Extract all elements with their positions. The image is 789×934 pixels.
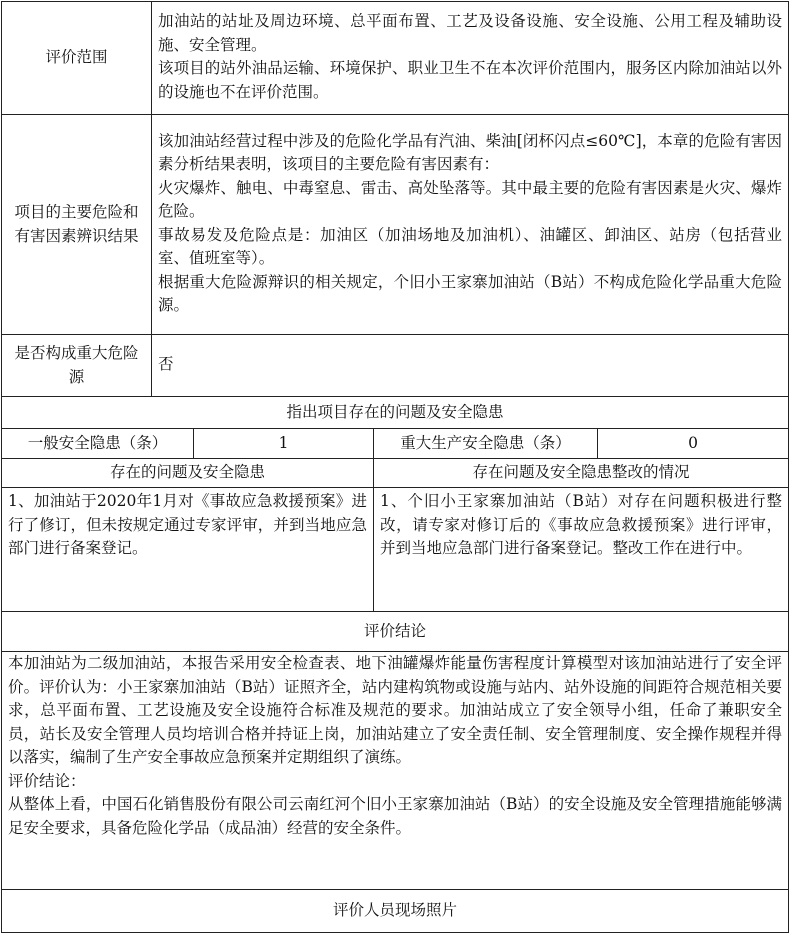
major-hazard-count-label: 重大生产安全隐患（条） — [374, 429, 598, 459]
conclusion-header-row — [2, 612, 789, 652]
issues-right-text: 1、个旧小王家寨加油站（B站）对存在问题积极进行整改，请专家对修订后的《事故应急救援预案》进行评审，并到当地应急部门进行备案登记。整改工作在进行中。 — [374, 488, 789, 612]
scope-label: 评价范围 — [2, 2, 152, 115]
conclusion-body-row — [2, 652, 789, 890]
major-hazard-row — [2, 335, 789, 397]
general-hazard-count-label: 一般安全隐患（条） — [2, 429, 194, 459]
major-hazard-count-value: 0 — [598, 429, 789, 459]
conclusion-content — [2, 652, 789, 890]
hazards-row — [2, 115, 789, 335]
hazards-line: 该加油站经营过程中涉及的危险化学品有汽油、柴油[闭杯闪点≤60℃]，本章的危险有害因素分析结果表明，该项目的主要危险有害因素有： — [158, 131, 783, 173]
hazards-line: 事故易发及危险点是：加油区（加油场地及加油机）、油罐区、卸油区、站房（包括营业室、值班室等）。 — [158, 225, 783, 267]
conclusion-header: 评价结论 — [2, 612, 789, 652]
hazards-label: 项目的主要危险和有害因素辨识结果 — [2, 115, 152, 335]
major-hazard-value: 否 — [152, 335, 789, 397]
major-hazard-label: 是否构成重大危险源 — [2, 335, 152, 397]
counts-row — [2, 429, 789, 459]
conclusion-final: 从整体上看，中国石化销售股份有限公司云南红河个旧小王家寨加油站（B站）的安全设施及安全管理措施能够满足安全要求，具备危险化学品（成品油）经营的安全条件。 — [8, 795, 783, 837]
photos-header: 评价人员现场照片 — [2, 890, 789, 933]
scope-line: 加油站的站址及周边环境、总平面布置、工艺及设备设施、安全设施、公用工程及辅助设施、安全管理。 — [158, 12, 783, 54]
conclusion-sub-label: 评价结论： — [8, 771, 86, 790]
scope-row — [2, 2, 789, 115]
issues-columns-row — [2, 459, 789, 488]
hazards-line: 火灾爆炸、触电、中毒窒息、雷击、高处坠落等。其中最主要的危险有害因素是火灾、爆炸危险。 — [158, 178, 783, 220]
scope-line: 该项目的站外油品运输、环境保护、职业卫生不在本次评价范围内，服务区内除加油站以外的设施也不在评价范围。 — [158, 59, 783, 101]
issues-right-header: 存在问题及安全隐患整改的情况 — [374, 459, 789, 488]
photos-header-row — [2, 890, 789, 933]
conclusion-body: 本加油站为二级加油站，本报告采用安全检查表、地下油罐爆炸能量伤害程度计算模型对该加油站进行了安全评价。评价认为：小王家寨加油站（B站）证照齐全，站内建构筑物或设施与站内、站外设施的间距符合规范相关要求，总平面布置、工艺设施及安全设施符合标准及规范的要求。加油站成立了安全领导小组，任命了兼职安全员，站长及安全管理人员均培训合格并持证上岗，加油站建立了安全责任制、安全管理制度、安全操作规程并得以落实，编制了生产安全事故应急预案并定期组织了演练。 — [8, 654, 783, 766]
hazards-line: 根据重大危险源辩识的相关规定，个旧小王家寨加油站（B站）不构成危险化学品重大危险源。 — [158, 272, 783, 314]
general-hazard-count-value: 1 — [194, 429, 374, 459]
evaluation-summary-table — [1, 1, 789, 933]
hazards-content — [152, 115, 789, 335]
issues-header-row — [2, 397, 789, 429]
issues-left-header: 存在的问题及安全隐患 — [2, 459, 374, 488]
issues-left-text: 1、加油站于2020年1月对《事故应急救援预案》进行了修订，但未按规定通过专家评审，并到当地应急部门进行备案登记。 — [2, 488, 374, 612]
issues-header: 指出项目存在的问题及安全隐患 — [2, 397, 789, 429]
scope-content — [152, 2, 789, 115]
issues-content-row — [2, 488, 789, 612]
